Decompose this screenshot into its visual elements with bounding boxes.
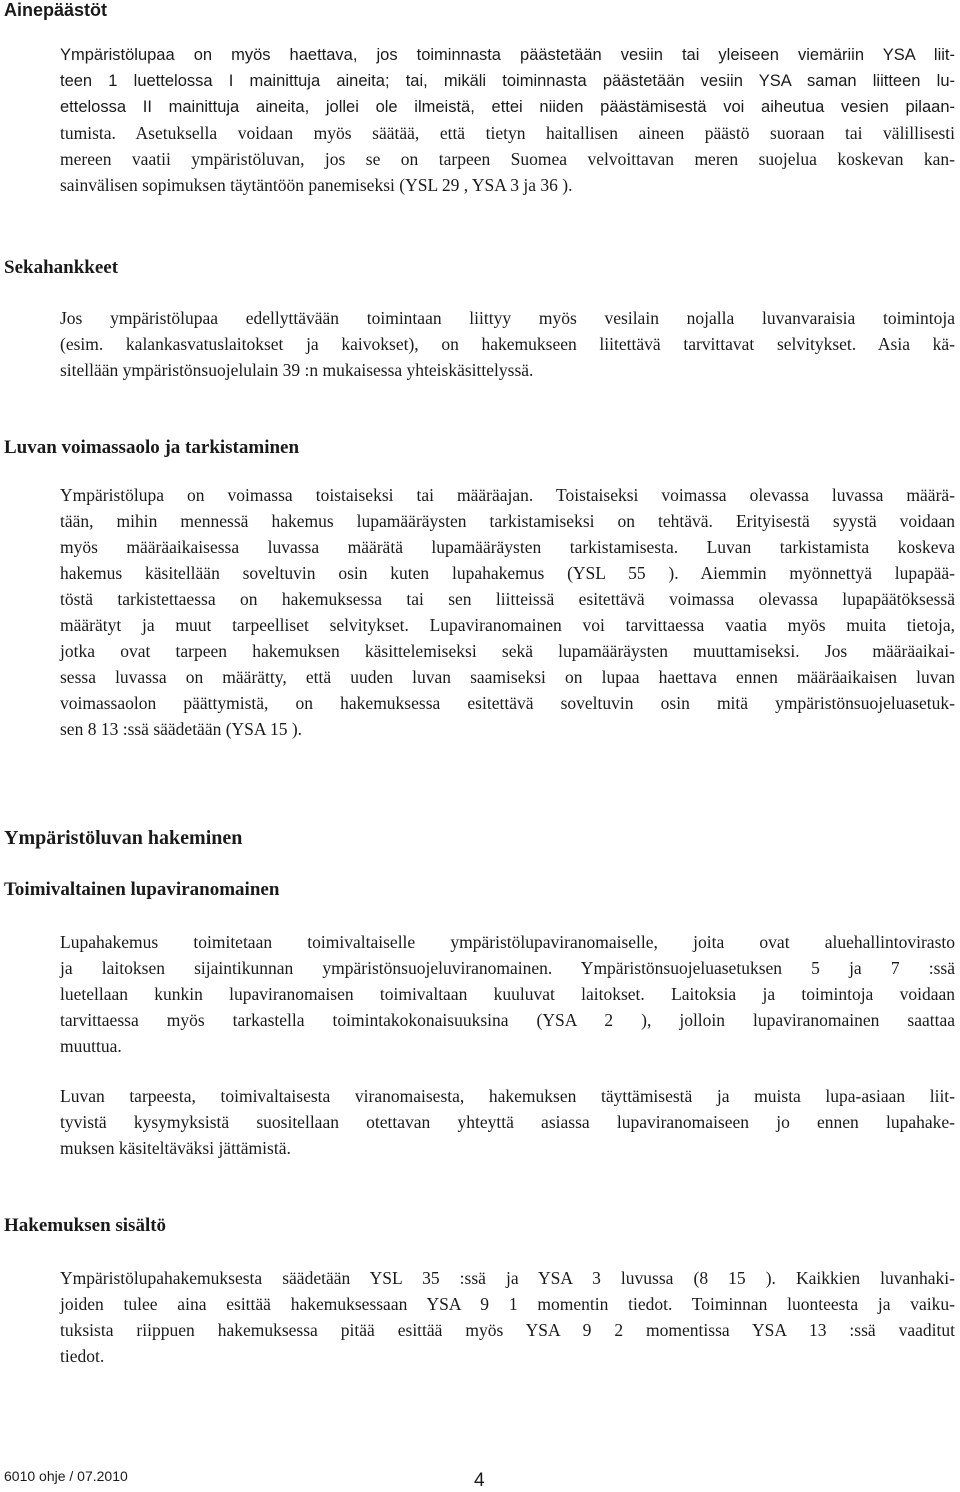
heading-toimivaltainen: Toimivaltainen lupaviranomainen bbox=[4, 879, 280, 900]
text-line: Jos ympäristölupaa edellyttävään toimintaan liittyy myös vesilain nojalla luvanvaraisia toimintoja bbox=[60, 308, 955, 328]
heading-sekahankkeet: Sekahankkeet bbox=[4, 257, 119, 278]
paragraph-voimassaolo bbox=[60, 482, 960, 742]
text-line: ettelossa II mainittuja aineita, jollei ole ilmeistä, ettei niiden päästämisestä voi aiheutua vesien pilaan- bbox=[60, 98, 955, 116]
paragraph-sisalto bbox=[60, 1265, 960, 1369]
text-line: jotka ovat tarpeen hakemuksen käsittelemiseksi sekä lupamääräysten muuttamiseksi. Jos määräaikai- bbox=[60, 641, 955, 661]
text-line: teen 1 luettelossa I mainittuja aineita; tai, mikäli toiminnasta päästetään vesiin YSA saman liitteen lu- bbox=[60, 72, 955, 90]
text-line: tumista. Asetuksella voidaan myös säätää, että tietyn haitallisen aineen päästö suoraan tai välillisesti bbox=[60, 123, 955, 143]
text-line: joiden tulee aina esittää hakemuksessaan YSA 9 1 momentin tiedot. Toiminnan luonteesta ja vaiku- bbox=[60, 1294, 955, 1314]
text-line: Ympäristölupaa on myös haettava, jos toiminnasta päästetään vesiin tai yleiseen viemäriin YSA liit- bbox=[60, 46, 955, 64]
text-line: sessa luvassa on määrätty, että uuden luvan saamiseksi on lupaa haettava ennen määräaikaisen luvan bbox=[60, 667, 955, 687]
heading-hakeminen: Ympäristöluvan hakeminen bbox=[4, 827, 243, 849]
text-line: ja laitoksen sijaintikunnan ympäristönsuojeluviranomainen. Ympäristönsuojeluasetuksen 5 ja 7 :ssä bbox=[60, 958, 955, 978]
text-line: luetellaan kunkin lupaviranomaisen toimivaltaan kuuluvat laitokset. Laitoksia ja toimintoja voidaan bbox=[60, 984, 955, 1004]
text-line: Luvan tarpeesta, toimivaltaisesta viranomaisesta, hakemuksen täyttämisestä ja muista lupa-asiaan liit- bbox=[60, 1086, 955, 1106]
heading-sisalto: Hakemuksen sisältö bbox=[4, 1215, 167, 1236]
text-line: tuksista riippuen hakemuksessa pitää esittää myös YSA 9 2 momentissa YSA 13 :ssä vaaditut bbox=[60, 1320, 955, 1340]
text-line: mereen vaatii ympäristöluvan, jos se on tarpeen Suomea velvoittavan meren suojelua koskevan kan- bbox=[60, 149, 955, 169]
text-line: Ympäristölupa on voimassa toistaiseksi tai määräajan. Toistaiseksi voimassa olevassa luvassa määrä- bbox=[60, 485, 955, 505]
footer-doc-id: 6010 ohje / 07.2010 bbox=[4, 1468, 128, 1484]
text-line: määrätyt ja muut tarpeelliset selvitykset. Lupaviranomainen voi tarvittaessa vaatia myös muita tietoja, bbox=[60, 615, 955, 635]
text-line: tiedot. bbox=[60, 1346, 105, 1366]
heading-voimassaolo: Luvan voimassaolo ja tarkistaminen bbox=[4, 437, 300, 458]
page-number: 4 bbox=[474, 1470, 485, 1491]
text-line: muuttua. bbox=[60, 1036, 122, 1056]
text-line: sainvälisen sopimuksen täytäntöön panemiseksi (YSL 29 , YSA 3 ja 36 ). bbox=[60, 175, 573, 195]
text-line: töstä tarkistettaessa on hakemuksessa tai sen liitteissä esitettävä voimassa olevassa lupapäätöksessä bbox=[60, 589, 955, 609]
paragraph-sekahankkeet bbox=[60, 305, 960, 383]
text-line: Lupahakemus toimitetaan toimivaltaiselle ympäristölupaviranomaiselle, joita ovat aluehallintovirasto bbox=[60, 932, 955, 952]
text-line: tään, mihin mennessä hakemus lupamääräysten tarkistamiseksi on tehtävä. Erityisestä syystä voidaan bbox=[60, 511, 955, 531]
paragraph-toimivaltainen-1 bbox=[60, 929, 960, 1059]
text-line: sen 8 13 :ssä säädetään (YSA 15 ). bbox=[60, 719, 303, 739]
text-line: muksen käsiteltäväksi jättämistä. bbox=[60, 1138, 291, 1158]
text-line: tarvittaessa myös tarkastella toimintakokonaisuuksina (YSA 2 ), jolloin lupaviranomainen saattaa bbox=[60, 1010, 955, 1030]
paragraph-ainepaastot bbox=[60, 42, 960, 198]
text-line: voimassaolon päättymistä, on hakemuksessa esitettävä soveltuvin osin mitä ympäristönsuojeluasetuk- bbox=[60, 693, 955, 713]
text-line: Ympäristölupahakemuksesta säädetään YSL 35 :ssä ja YSA 3 luvussa (8 15 ). Kaikkien luvanhaki- bbox=[60, 1268, 955, 1288]
paragraph-toimivaltainen-2 bbox=[60, 1083, 960, 1161]
text-line: (esim. kalankasvatuslaitokset ja kaivokset), on hakemukseen liitettävä tarvittavat selvitykset. Asia kä- bbox=[60, 334, 955, 354]
text-line: myös määräaikaisessa luvassa määrätä lupamääräysten tarkistamisesta. Luvan tarkistamista koskeva bbox=[60, 537, 955, 557]
text-line: sitellään ympäristönsuojelulain 39 :n mukaisessa yhteiskäsittelyssä. bbox=[60, 360, 534, 380]
text-line: tyvistä kysymyksistä suositellaan otettavan yhteyttä asiassa lupaviranomaiseen jo ennen lupahake- bbox=[60, 1112, 955, 1132]
heading-ainepaastot: Ainepäästöt bbox=[4, 0, 108, 20]
text-line: hakemus käsitellään soveltuvin osin kuten lupahakemus (YSL 55 ). Aiemmin myönnettyä lupapää- bbox=[60, 563, 955, 583]
